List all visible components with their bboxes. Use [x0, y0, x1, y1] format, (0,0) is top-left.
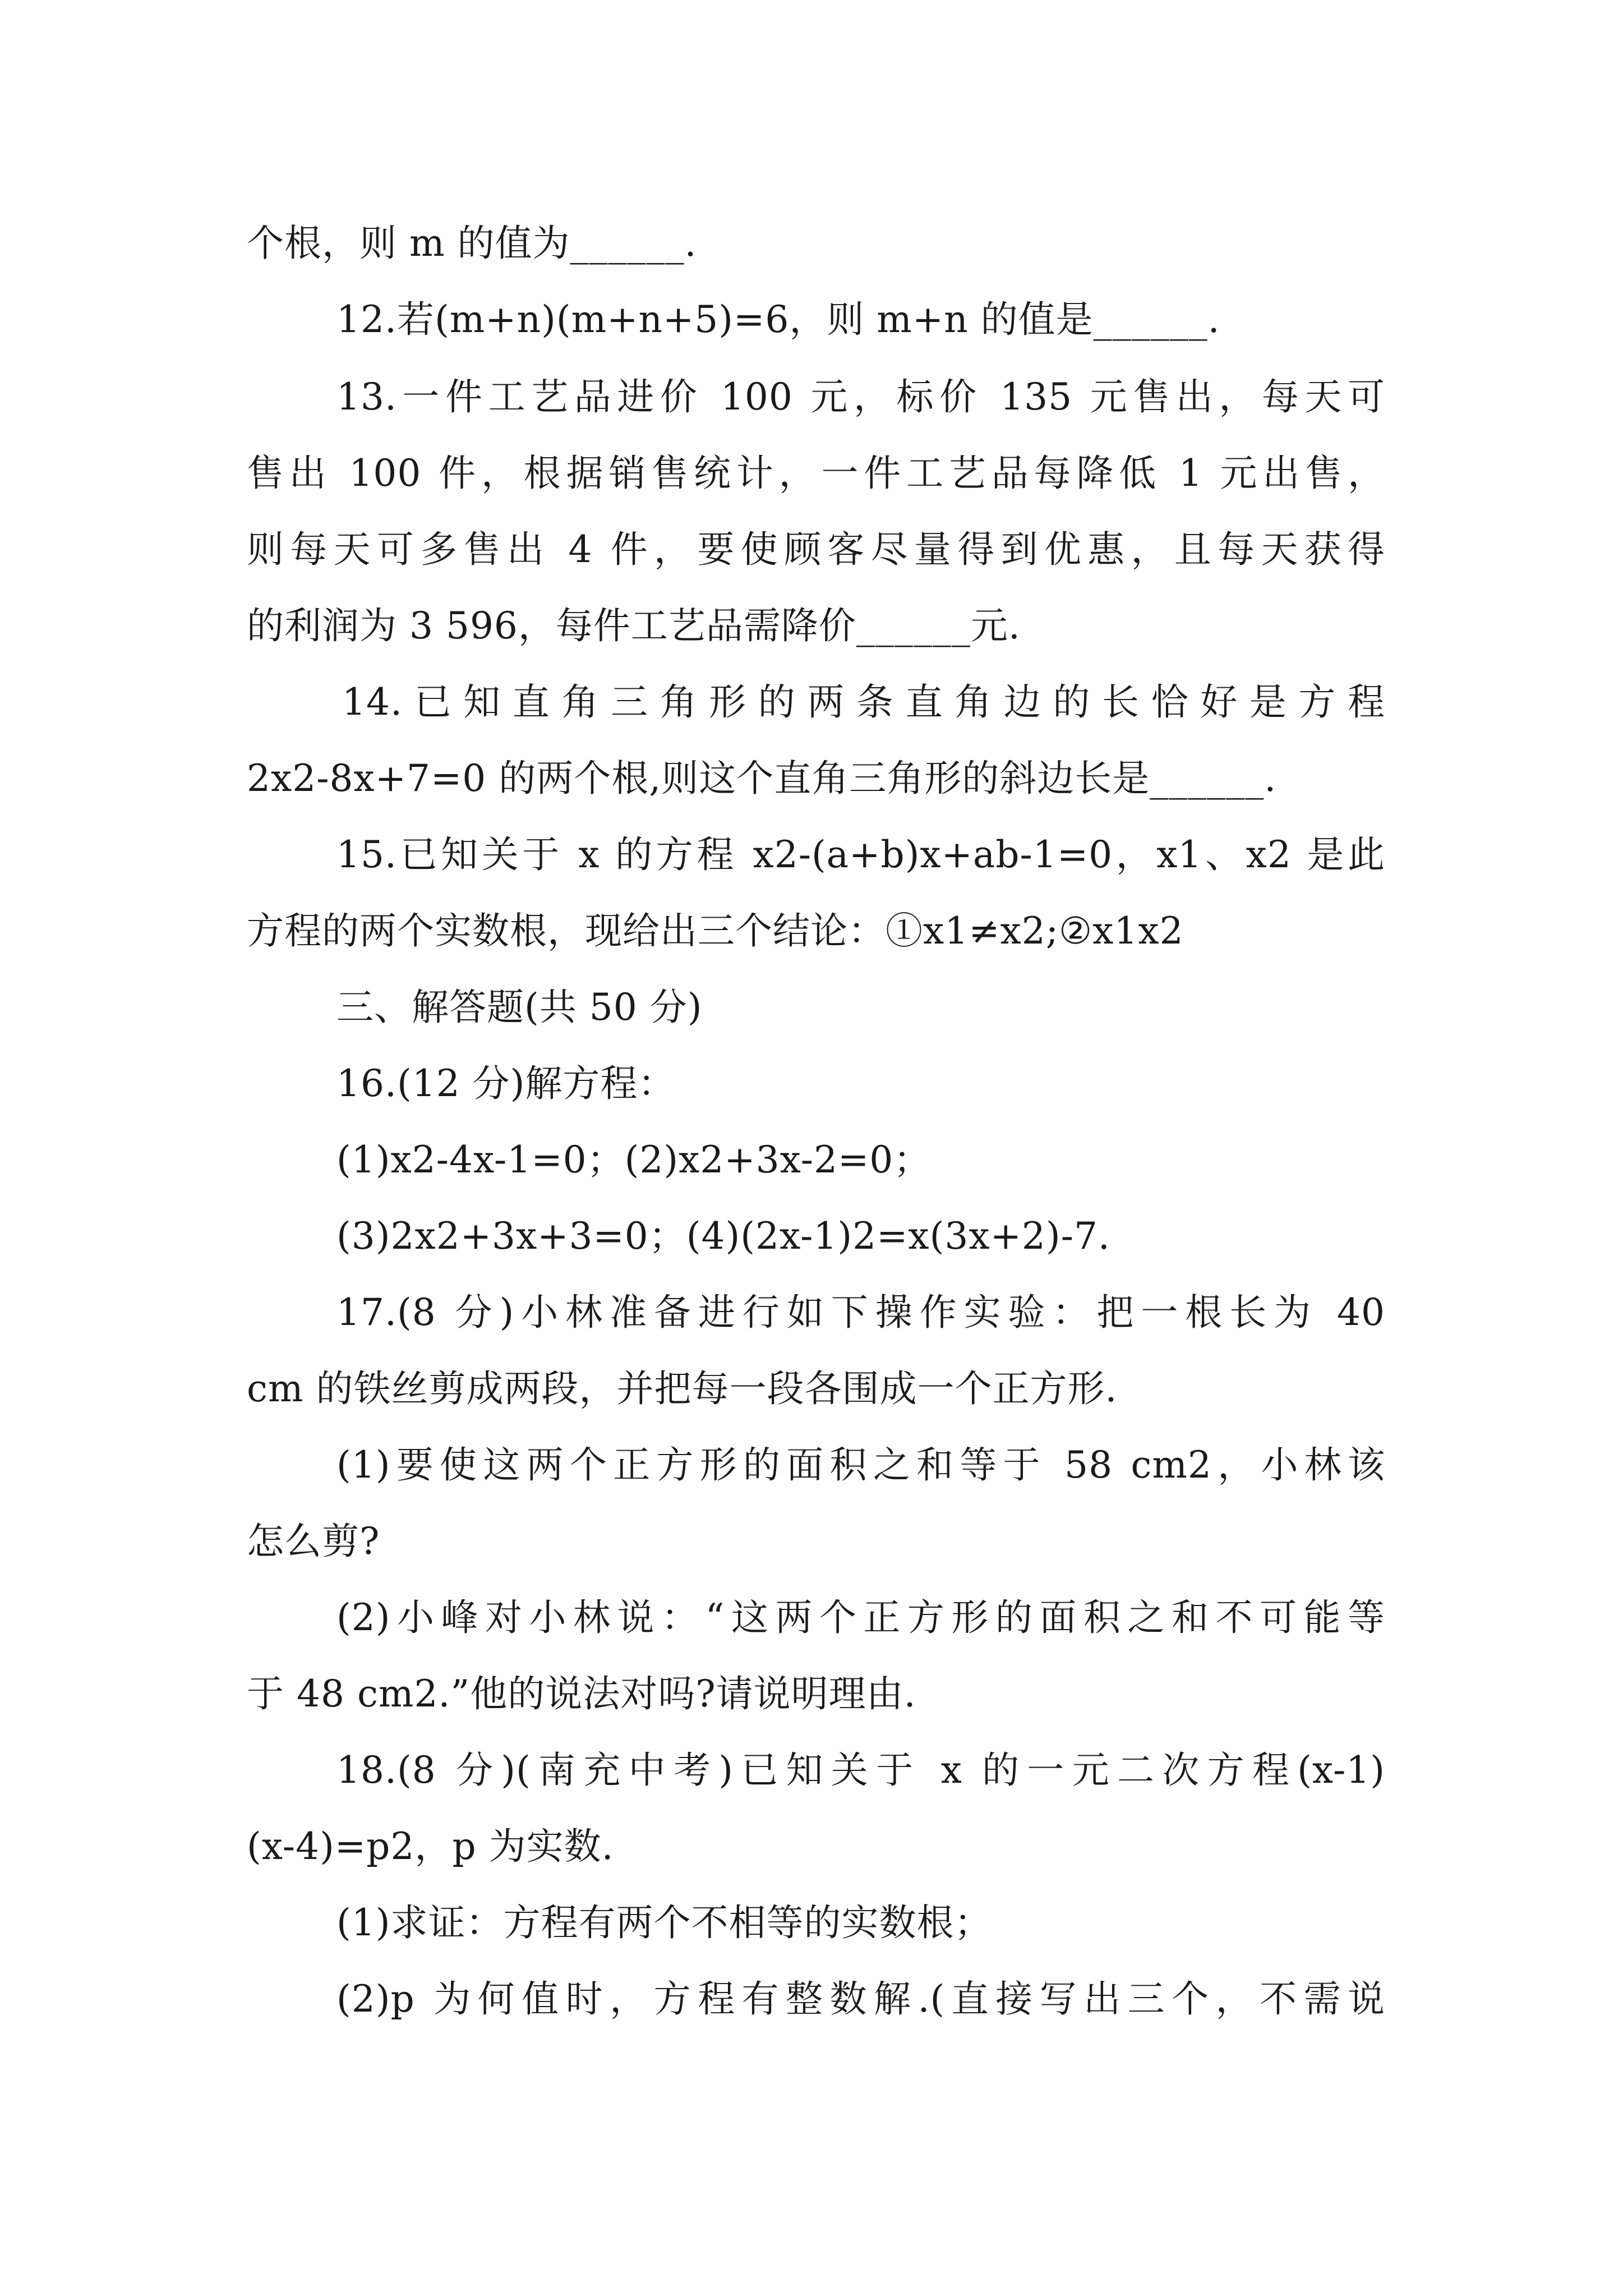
question-17: 17.(8 分)小林准备进行如下操作实验：把一根长为 40	[336, 1291, 1385, 1334]
text-line: 2x2-8x+7=0 的两个根,则这个直角三角形的斜边长是______.	[247, 757, 1277, 800]
text-line: 售出 100 件，根据销售统计，一件工艺品每降低 1 元出售，	[247, 452, 1385, 495]
text-line: 的利润为 3 596，每件工艺品需降价______元.	[247, 604, 1021, 647]
text-line: (1)要使这两个正方形的面积之和等于 58 cm2，小林该	[336, 1443, 1385, 1487]
question-16: 16.(12 分)解方程：	[336, 1062, 676, 1105]
text-line: (3)2x2+3x+3=0；(4)(2x-1)2=x(3x+2)-7.	[336, 1214, 1110, 1258]
text-line: (x-4)=p2，p 为实数.	[247, 1825, 614, 1868]
text-line: (1)求证：方程有两个不相等的实数根；	[336, 1901, 992, 1944]
text-line: (2)p 为何值时，方程有整数解.(直接写出三个，不需说	[336, 1977, 1385, 2021]
text-line: 则每天可多售出 4 件，要使顾客尽量得到优惠，且每天获得	[247, 528, 1385, 571]
question-12: 12.若(m+n)(m+n+5)=6，则 m+n 的值是______.	[336, 298, 1220, 341]
section-heading: 三、解答题(共 50 分)	[336, 986, 703, 1029]
text-line: (2)小峰对小林说：“这两个正方形的面积之和不可能等	[336, 1596, 1385, 1639]
text-line: 于 48 cm2.”他的说法对吗?请说明理由.	[247, 1672, 916, 1715]
text-line: cm 的铁丝剪成两段，并把每一段各围成一个正方形.	[247, 1367, 1118, 1410]
text-line: (1)x2-4x-1=0；(2)x2+3x-2=0；	[336, 1138, 932, 1181]
text-line: 方程的两个实数根，现给出三个结论：①x1≠x2;②x1x2	[247, 909, 1184, 953]
question-18: 18.(8 分)(南充中考)已知关于 x 的一元二次方程(x-1)	[336, 1749, 1385, 1792]
text-line: 个根，则 m 的值为______.	[247, 222, 697, 265]
text-line: 怎么剪?	[247, 1520, 380, 1563]
question-15: 15.已知关于 x 的方程 x2-(a+b)x+ab-1=0，x1、x2 是此	[336, 833, 1385, 876]
question-13: 13.一件工艺品进价 100 元，标价 135 元售出，每天可	[336, 375, 1385, 418]
question-14: 14.已知直角三角形的两条直角边的长恰好是方程	[342, 680, 1385, 724]
